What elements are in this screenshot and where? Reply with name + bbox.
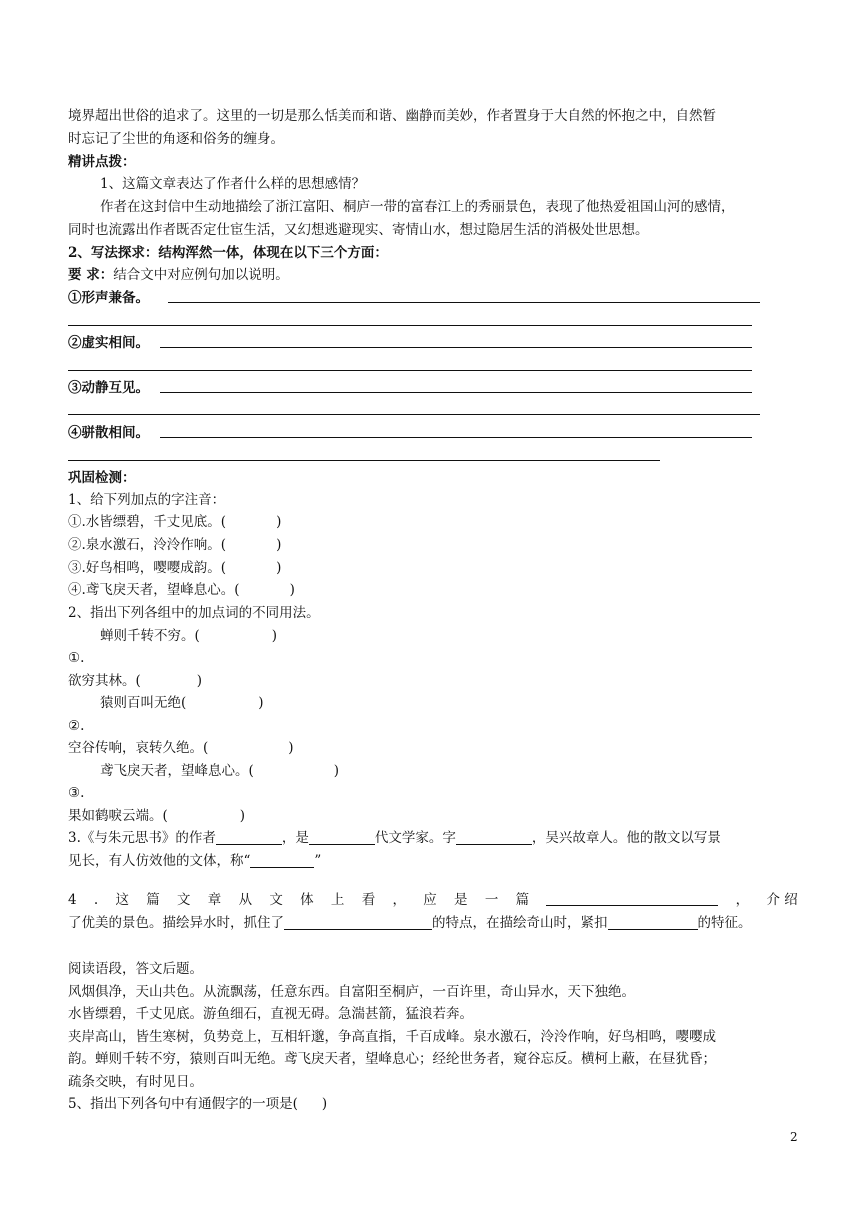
requirement [68, 265, 289, 285]
answer-blank[interactable] [68, 414, 760, 415]
reading-line-5: 疏条交映，有时见日。 [68, 1074, 203, 1090]
exercise-1-item-3: ③.好鸟相鸣，嘤嘤成韵。( ) [68, 560, 282, 576]
requirement-label: 要 求： [68, 267, 114, 283]
group-2-line-b: 空谷传响，哀转久绝。( ) [68, 740, 294, 756]
answer-blank[interactable] [68, 460, 660, 461]
answer-blank[interactable] [68, 370, 752, 371]
page-number: 2 [790, 1130, 798, 1144]
question-1: 1、这篇文章表达了作者什么样的思想感情？ [100, 176, 366, 192]
exercise-1-item-2: ②.泉水激石，泠泠作响。( ) [68, 537, 282, 553]
intro-line-2: 时忘记了尘世的角逐和俗务的缠身。 [68, 131, 284, 147]
exercise-3-line-1: 3.《与朱元思书》的作者 ，是 代文学家。字 ，吴兴故章人。他的散文以写景 [68, 830, 721, 846]
item-3-label: ③动静互见。 [68, 380, 149, 396]
exercise-1: 1、给下列加点的字注音： [68, 492, 226, 508]
answer-blank[interactable] [160, 347, 752, 348]
requirement-text: 结合文中对应例句加以说明。 [113, 267, 289, 283]
exercise-1-item-1: ①.水皆缥碧，千丈见底。( ) [68, 514, 282, 530]
reading-line-2: 水皆缥碧，千丈见底。游鱼细石，直视无碍。急湍甚箭，猛浪若奔。 [68, 1006, 473, 1022]
group-3-line-a: 鸢飞戾天者，望峰息心。( ) [100, 763, 340, 779]
fill-blank[interactable] [309, 829, 375, 845]
intro-line-1: 境界超出世俗的追求了。这里的一切是那么恬美而和谐、幽静而美妙，作者置身于大自然的怀抱之中，自然暂 [68, 108, 716, 124]
section-heading-jingjiang: 精讲点拨： [68, 154, 136, 170]
answer-blank[interactable] [160, 437, 752, 438]
fill-blank[interactable] [216, 829, 282, 845]
exercise-1-item-4: ④.鸢飞戾天者，望峰息心。( ) [68, 582, 295, 598]
question-2: 2、写法探求：结构浑然一体，体现在以下三个方面： [68, 245, 388, 261]
fill-blank[interactable] [284, 914, 432, 930]
fill-blank[interactable] [250, 852, 314, 868]
group-2-number: ②. [68, 718, 85, 734]
item-1-label: ①形声兼备。 [68, 290, 149, 306]
answer-blank[interactable] [168, 302, 760, 303]
reading-line-3: 夹岸高山，皆生寒树，负势竞上，互相轩邈，争高直指，千百成峰。泉水激石，泠泠作响，好鸟相鸣，嘤嘤成 [68, 1029, 716, 1045]
group-1-number: ①. [68, 650, 85, 666]
item-4-label: ④骈散相间。 [68, 425, 149, 441]
exercise-5: 5、指出下列各句中有通假字的一项是( ) [68, 1096, 328, 1112]
answer-blank[interactable] [160, 392, 752, 393]
group-3-number: ③. [68, 785, 85, 801]
answer-blank[interactable] [68, 325, 752, 326]
exercise-4-line-1: 4 . 这 篇 文 章 从 文 体 上 看 ， 应 是 一 篇 ， 介 绍 [68, 892, 798, 908]
answer-1-line-1: 作者在这封信中生动地描绘了浙江富阳、桐庐一带的富春江上的秀丽景色，表现了他热爱祖国山河的感情， [100, 199, 735, 215]
group-2-line-a: 猿则百叫无绝( ) [100, 695, 264, 711]
fill-blank[interactable] [456, 829, 532, 845]
fill-blank[interactable] [546, 890, 718, 906]
item-2-label: ②虚实相间。 [68, 335, 149, 351]
exercise-3-line-2: 见长，有人仿效他的文体，称“ ” [68, 853, 322, 869]
reading-line-1: 风烟俱净，天山共色。从流飘荡，任意东西。自富阳至桐庐，一百许里，奇山异水，天下独绝。 [68, 984, 635, 1000]
reading-heading: 阅读语段，答文后题。 [68, 961, 203, 977]
group-1-line-a: 蝉则千转不穷。( ) [100, 628, 278, 644]
section-heading-gonggu: 巩固检测： [68, 470, 136, 486]
reading-line-4: 韵。蝉则千转不穷，猿则百叫无绝。鸢飞戾天者，望峰息心；经纶世务者，窥谷忘反。横柯上蔽，在昼犹昏； [68, 1051, 716, 1067]
fill-blank[interactable] [608, 914, 698, 930]
group-1-line-b: 欲穷其林。( ) [68, 673, 203, 689]
exercise-4-line-2: 了优美的景色。描绘异水时，抓住了 的特点，在描绘奇山时，紧扣 的特征。 [68, 915, 752, 931]
answer-1-line-2: 同时也流露出作者既否定仕宦生活，又幻想逃避现实、寄情山水，想过隐居生活的消极处世思想。 [68, 222, 649, 238]
group-3-line-b: 果如鹤唳云端。( ) [68, 808, 246, 824]
exercise-2: 2、指出下列各组中的加点词的不同用法。 [68, 605, 320, 621]
